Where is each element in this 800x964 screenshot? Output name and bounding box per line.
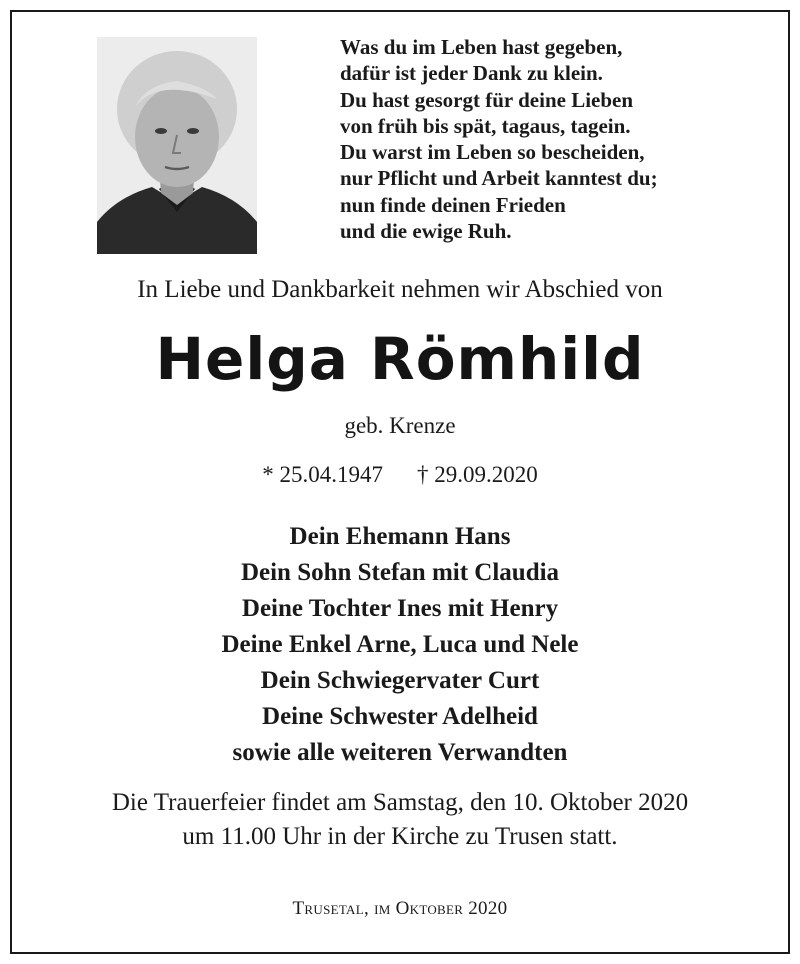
mourner-line: Dein Sohn Stefan mit Claudia — [240, 559, 560, 586]
mourner-line: Dein Ehemann Hans — [289, 523, 511, 550]
poem-line: Was du im Leben hast gegeben, — [340, 35, 623, 59]
birth-name: geb. Krenze — [344, 413, 456, 438]
intro-text: In Liebe und Dankbarkeit nehmen wir Abschied von — [137, 276, 663, 303]
mourner-line: sowie alle weiteren Verwandten — [232, 739, 568, 766]
mourner-line: Deine Enkel Arne, Luca und Nele — [221, 631, 579, 658]
mourner-line: Deine Schwester Adelheid — [262, 703, 538, 730]
poem-line: Du warst im Leben so bescheiden, — [340, 140, 645, 165]
funeral-service-info — [0, 786, 800, 854]
death-date: † 29.09.2020 — [417, 462, 538, 487]
birth-date: * 25.04.1947 — [262, 462, 383, 487]
poem-line: dafür ist jeder Dank zu klein. — [340, 61, 603, 86]
poem-line: nun finde deinen Frieden — [340, 192, 566, 217]
life-dates — [0, 462, 800, 488]
poem-line: von früh bis spät, tagaus, tagein. — [340, 113, 631, 138]
mourner-line: Dein Schwiegervater Curt — [260, 667, 540, 694]
poem-line: und die ewige Ruh. — [340, 219, 512, 244]
poem — [340, 34, 658, 244]
mourner-line: Deine Tochter Ines mit Henry — [241, 595, 559, 622]
place-and-date: Trusetal, im Oktober 2020 — [292, 898, 508, 919]
poem-line: Du hast gesorgt für deine Lieben — [340, 87, 634, 112]
service-line: Die Trauerfeier findet am Samstag, den 10. Oktober 2020 — [111, 789, 689, 816]
deceased-name: Helga Römhild — [155, 325, 645, 393]
portrait-photo — [97, 37, 257, 254]
service-line: um 11.00 Uhr in der Kirche zu Trusen statt. — [182, 823, 618, 850]
mourners-list — [0, 519, 800, 771]
poem-line: nur Pflicht und Arbeit kanntest du; — [340, 166, 658, 191]
